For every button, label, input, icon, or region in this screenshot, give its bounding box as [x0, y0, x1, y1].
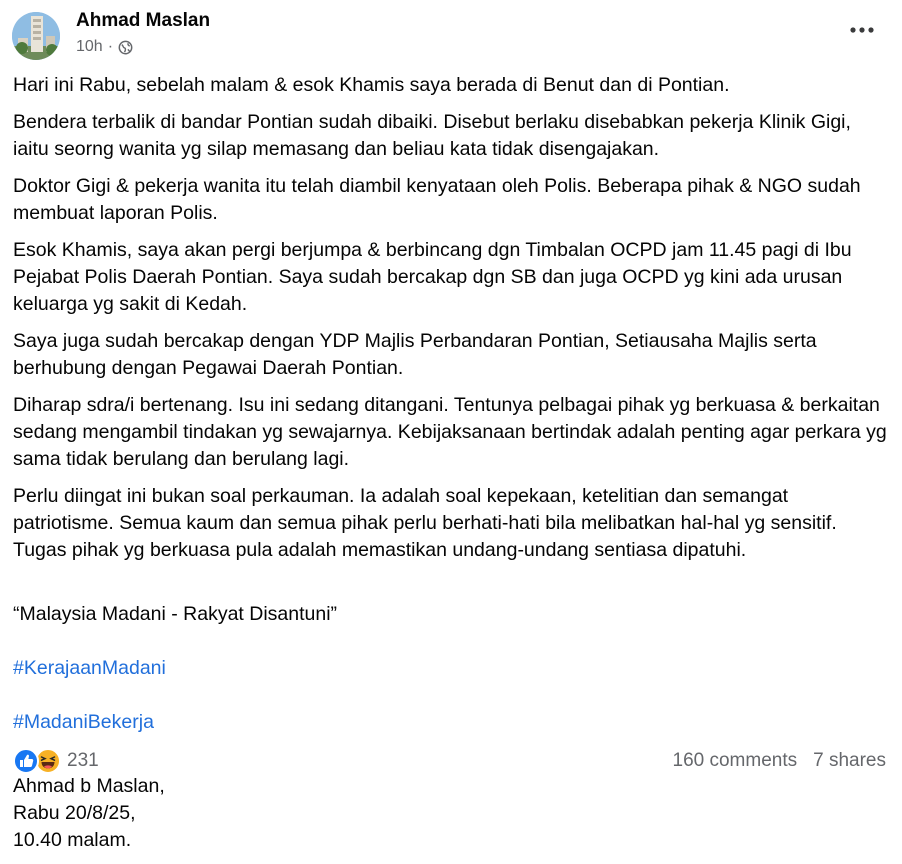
building-photo-icon — [12, 12, 60, 60]
globe-icon[interactable] — [118, 40, 133, 55]
meta-separator: · — [107, 38, 114, 55]
reaction-icons — [13, 748, 61, 774]
hashtag-link[interactable]: #MadaniBekerja — [13, 711, 154, 733]
quote-and-hashtags — [13, 574, 888, 763]
more-options-icon — [850, 27, 874, 33]
author-name[interactable]: Ahmad Maslan — [76, 10, 211, 31]
hashtag-link[interactable]: #KerajaanMadani — [13, 657, 166, 679]
reaction-count: 231 — [67, 750, 99, 771]
post-paragraph: Diharap sdra/i bertenang. Isu ini sedang ditangani. Tentunya pelbagai pihak yg berkuasa & berkaitan sedang mengambil tindakan yg sewajarnya. Kebijaksanaan bertindak adalah penting agar perkara yg sama tidak berulang dan berulang lagi. — [13, 394, 887, 470]
post-quote: “Malaysia Madani - Rakyat Disantuni” — [13, 603, 338, 625]
like-icon — [13, 748, 39, 774]
post-signature: Ahmad b Maslan, Rabu 20/8/25, 10.40 malam. — [13, 775, 165, 851]
post-footer — [13, 746, 886, 776]
post-paragraph: Saya juga sudah bercakap dengan YDP Majlis Perbandaran Pontian, Setiausaha Majlis serta berhubung dengan Pegawai Daerah Pontian. — [13, 330, 817, 379]
post-paragraph: Doktor Gigi & pekerja wanita itu telah diambil kenyataan oleh Polis. Beberapa pihak & NGO sudah membuat laporan Polis. — [13, 175, 861, 224]
more-options-button[interactable] — [848, 20, 876, 40]
post-time[interactable]: 10h — [76, 38, 103, 55]
reactions-summary[interactable] — [13, 748, 99, 774]
comments-count-link[interactable]: 160 comments — [672, 750, 798, 771]
post-paragraph: Perlu diingat ini bukan soal perkauman. Ia adalah soal kepekaan, ketelitian dan semangat patriotisme. Semua kaum dan semua pihak perlu berhati-hati bila melibatkan hal-hal yg sensitif. Tugas pihak yg berkuasa pula adalah memastikan undang-undang sentiasa dipatuhi. — [13, 485, 837, 561]
post-paragraph: Esok Khamis, saya akan pergi berjumpa & berbincang dgn Timbalan OCPD jam 11.45 pagi di Ibu Pejabat Polis Daerah Pontian. Saya sudah bercakap dgn SB dan juga OCPD yg kini ada urusan keluarga yg sakit di Kedah. — [13, 239, 852, 315]
shares-count-link[interactable]: 7 shares — [813, 750, 886, 771]
post-meta — [76, 38, 133, 56]
author-avatar[interactable] — [12, 12, 60, 60]
post-paragraph: Hari ini Rabu, sebelah malam & esok Khamis saya berada di Benut dan di Pontian. — [13, 74, 730, 96]
post-paragraph: Bendera terbalik di bandar Pontian sudah dibaiki. Disebut berlaku disebabkan pekerja Klinik Gigi, iaitu seorng wanita yg silap memasang dan beliau kata tidak disengajakan. — [13, 111, 851, 160]
engagement-stats — [673, 750, 887, 772]
